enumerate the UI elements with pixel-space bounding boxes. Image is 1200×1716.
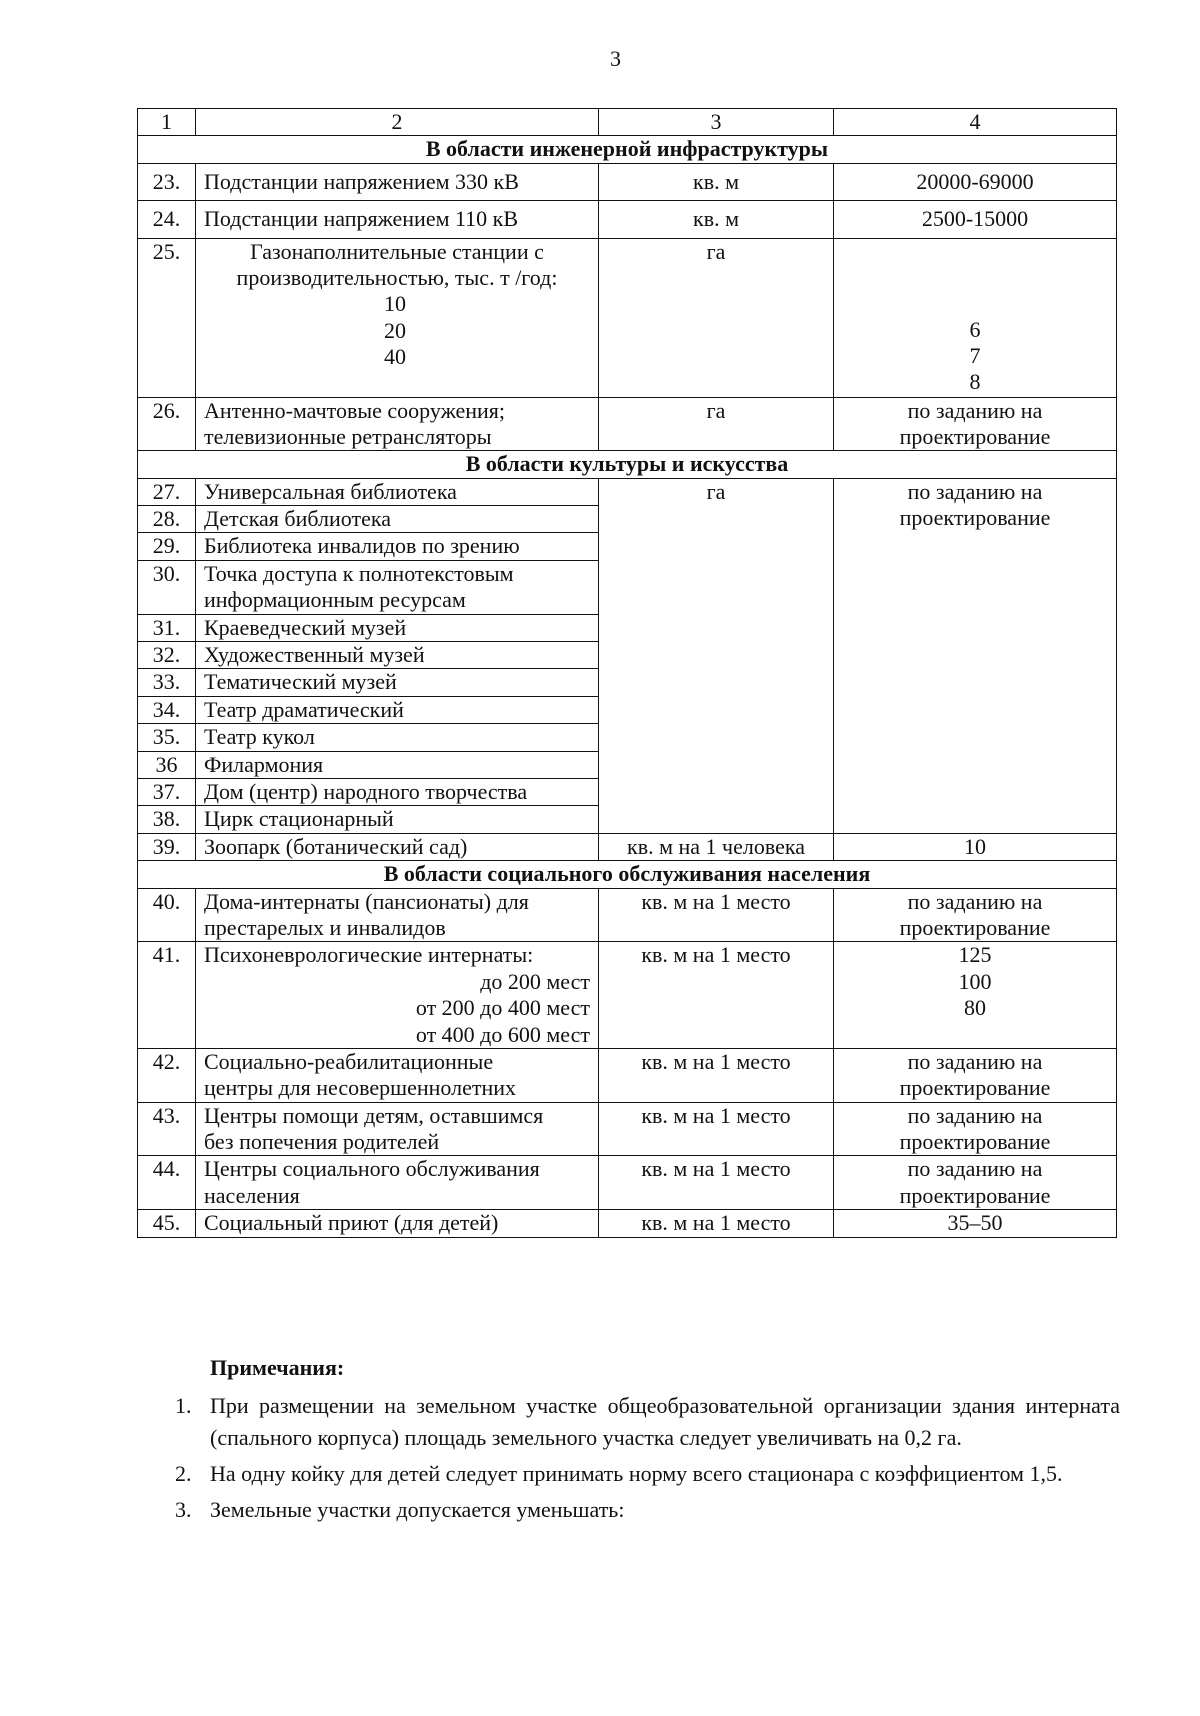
row-name-line: Центры помощи детям, оставшимся: [204, 1102, 544, 1128]
row-number: 25.: [138, 238, 196, 397]
standards-table: [137, 108, 1117, 1238]
row-name-line: Газонаполнительные станции с: [250, 238, 544, 264]
row-number: 40.: [138, 888, 196, 942]
row-name: [196, 942, 599, 1049]
row-sub-value: 7: [969, 342, 981, 368]
row-name-line: населения: [204, 1182, 300, 1208]
row-number: 31.: [138, 614, 196, 641]
row-number: 35.: [138, 724, 196, 751]
culture-value: [834, 478, 1117, 833]
section-title-engineering: В области инженерной инфраструктуры: [138, 136, 1117, 163]
row-value-line: по заданию на: [907, 1156, 1043, 1182]
table-row: [138, 942, 1117, 1049]
row-sub-value: 125: [958, 942, 992, 968]
section-title-social: В области социального обслуживания населения: [138, 861, 1117, 888]
row-sub-item: 20: [384, 317, 406, 343]
row-sub-item: 40: [384, 344, 406, 370]
row-value-line: по заданию на: [907, 1048, 1043, 1074]
row-value: [834, 238, 1117, 397]
table-row: [138, 1156, 1117, 1210]
row-value: 10: [834, 833, 1117, 860]
row-number: 33.: [138, 669, 196, 696]
row-name: Тематический музей: [196, 669, 599, 696]
row-unit: кв. м на 1 место: [599, 1210, 834, 1237]
row-name-line: без попечения родителей: [204, 1129, 440, 1155]
row-value-line: по заданию на: [907, 1102, 1043, 1128]
row-name: Библиотека инвалидов по зрению: [196, 533, 599, 560]
row-number: 42.: [138, 1048, 196, 1102]
row-name: Театр драматический: [196, 696, 599, 723]
row-sub-item: от 200 до 400 мест: [415, 995, 590, 1021]
row-name-line: Дома-интернаты (пансионаты) для: [204, 888, 529, 914]
row-number: 41.: [138, 942, 196, 1049]
row-sub-value: 80: [964, 995, 986, 1021]
notes-section: [175, 1352, 1120, 1529]
page-number: 3: [610, 46, 621, 71]
row-sub-value: 8: [969, 369, 981, 395]
note-number: 2.: [175, 1460, 192, 1486]
row-name-line: Социально-реабилитационные: [204, 1048, 494, 1074]
table-row: [138, 397, 1117, 451]
row-number: 32.: [138, 642, 196, 669]
row-name-line: Психоневрологические интернаты:: [204, 942, 534, 968]
row-unit: кв. м на 1 место: [599, 1048, 834, 1102]
row-name-line: Точка доступа к полнотекстовым: [204, 560, 514, 586]
row-sub-item: до 200 мест: [480, 968, 590, 994]
row-unit: кв. м: [599, 201, 834, 238]
row-name: Краеведческий музей: [196, 614, 599, 641]
table-row: [138, 888, 1117, 942]
row-name-line: престарелых и инвалидов: [204, 914, 446, 940]
row-number: 44.: [138, 1156, 196, 1210]
table-header-row: [138, 109, 1117, 136]
row-number: 29.: [138, 533, 196, 560]
table-row: [138, 833, 1117, 860]
row-number: 45.: [138, 1210, 196, 1237]
notes-title: Примечания:: [210, 1355, 345, 1380]
row-unit: кв. м на 1 человека: [599, 833, 834, 860]
row-unit: кв. м на 1 место: [599, 942, 834, 1049]
row-unit: га: [599, 397, 834, 451]
row-name: Театр кукол: [196, 724, 599, 751]
row-value: 2500-15000: [834, 201, 1117, 238]
row-value-line: проектирование: [899, 423, 1051, 449]
row-name: Детская библиотека: [196, 506, 599, 533]
row-name: [196, 888, 599, 942]
header-cell: 2: [196, 109, 599, 136]
row-name-line: телевизионные ретрансляторы: [204, 423, 492, 449]
row-name: [196, 1156, 599, 1210]
note-text: Земельные участки допускается уменьшать:: [210, 1496, 625, 1522]
row-value-line: по заданию на: [907, 397, 1043, 423]
table-row: [138, 1102, 1117, 1156]
row-value: [834, 1156, 1117, 1210]
row-value-line: проектирование: [899, 505, 1051, 531]
row-name: [196, 1048, 599, 1102]
note-item: [175, 1390, 1120, 1454]
header-cell: 1: [138, 109, 196, 136]
row-name: Универсальная библиотека: [196, 478, 599, 505]
row-name: Зоопарк (ботанический сад): [196, 833, 599, 860]
row-value-line: проектирование: [899, 1129, 1051, 1155]
row-unit: кв. м: [599, 163, 834, 200]
section-row: [138, 136, 1117, 163]
note-text: При размещении на земельном участке общеобразовательной организации здания интерната (спального корпуса) площадь земельного участка следует увеличивать на 0,2 га.: [210, 1392, 1120, 1450]
table-row: [138, 478, 1117, 505]
row-name: Дом (центр) народного творчества: [196, 778, 599, 805]
row-value: [834, 397, 1117, 451]
culture-unit: га: [599, 478, 834, 833]
row-value: [834, 888, 1117, 942]
row-number: 30.: [138, 560, 196, 614]
row-name-line: Центры социального обслуживания: [204, 1156, 540, 1182]
table-row: [138, 1210, 1117, 1237]
row-sub-item: от 400 до 600 мест: [415, 1021, 590, 1047]
row-name: [196, 238, 599, 397]
row-unit: кв. м на 1 место: [599, 1102, 834, 1156]
row-number: 38.: [138, 806, 196, 833]
section-row: [138, 861, 1117, 888]
row-number: 23.: [138, 163, 196, 200]
note-text: На одну койку для детей следует принимать норму всего стационара с коэффициентом 1,5.: [210, 1460, 1063, 1486]
table-row: [138, 1048, 1117, 1102]
header-cell: 4: [834, 109, 1117, 136]
note-item: [175, 1458, 1120, 1490]
row-number: 28.: [138, 506, 196, 533]
row-unit: га: [599, 238, 834, 397]
row-value: [834, 942, 1117, 1049]
row-value-line: по заданию на: [907, 478, 1043, 504]
section-title-culture: В области культуры и искусства: [138, 451, 1117, 478]
row-value: 20000-69000: [834, 163, 1117, 200]
row-number: 27.: [138, 478, 196, 505]
row-sub-item: 10: [384, 291, 406, 317]
row-name: Социальный приют (для детей): [196, 1210, 599, 1237]
row-name: Подстанции напряжением 330 кВ: [196, 163, 599, 200]
row-sub-value: 6: [969, 316, 981, 342]
row-value-line: проектирование: [899, 1182, 1051, 1208]
row-number: 36: [138, 751, 196, 778]
row-name: Филармония: [196, 751, 599, 778]
row-number: 26.: [138, 397, 196, 451]
row-unit: кв. м на 1 место: [599, 1156, 834, 1210]
note-number: 1.: [175, 1392, 192, 1418]
row-number: 24.: [138, 201, 196, 238]
row-number: 43.: [138, 1102, 196, 1156]
row-number: 37.: [138, 778, 196, 805]
row-name-line: производительностью, тыс. т /год:: [236, 264, 558, 290]
table-row: [138, 201, 1117, 238]
row-name-line: информационным ресурсам: [204, 587, 466, 613]
row-unit: кв. м на 1 место: [599, 888, 834, 942]
row-name: Цирк стационарный: [196, 806, 599, 833]
row-name-line: Антенно-мачтовые сооружения;: [204, 397, 506, 423]
row-name: Художественный музей: [196, 642, 599, 669]
row-value: 35–50: [834, 1210, 1117, 1237]
header-cell: 3: [599, 109, 834, 136]
row-name-line: центры для несовершеннолетних: [204, 1075, 517, 1101]
row-value-line: проектирование: [899, 914, 1051, 940]
row-name: [196, 560, 599, 614]
row-name: [196, 397, 599, 451]
row-sub-value: 100: [958, 968, 992, 994]
row-number: 34.: [138, 696, 196, 723]
row-value-line: по заданию на: [907, 888, 1043, 914]
section-row: [138, 451, 1117, 478]
note-number: 3.: [175, 1496, 192, 1522]
row-value: [834, 1102, 1117, 1156]
row-number: 39.: [138, 833, 196, 860]
row-value-line: проектирование: [899, 1075, 1051, 1101]
table-row: [138, 163, 1117, 200]
row-name: [196, 1102, 599, 1156]
note-item: [175, 1494, 1120, 1526]
row-value: [834, 1048, 1117, 1102]
row-name: Подстанции напряжением 110 кВ: [196, 201, 599, 238]
table-row: [138, 238, 1117, 397]
